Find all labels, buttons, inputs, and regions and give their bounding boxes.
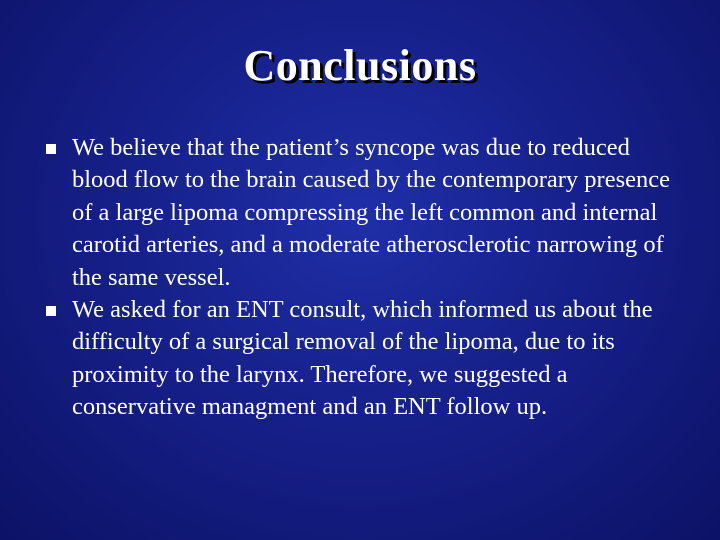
square-bullet-icon [46,306,56,316]
bullet-list [46,132,686,424]
slide-title: Conclusions [243,41,477,90]
bullet-item [46,132,686,294]
bullet-item [46,294,686,424]
bullet-text: We believe that the patient’s syncope was due to reduced blood flow to the brain caused by the contemporary presence of a large lipoma compressing the left common and internal carotid arteries, and a moderate atherosclerotic narrowing of the same vessel. [72,134,671,291]
bullet-text: We asked for an ENT consult, which informed us about the difficulty of a surgical removal of the lipoma, due to its proximity to the larynx. Therefore, we suggested a conservative managment and an ENT follow up. [72,296,653,421]
square-bullet-icon [46,144,56,154]
